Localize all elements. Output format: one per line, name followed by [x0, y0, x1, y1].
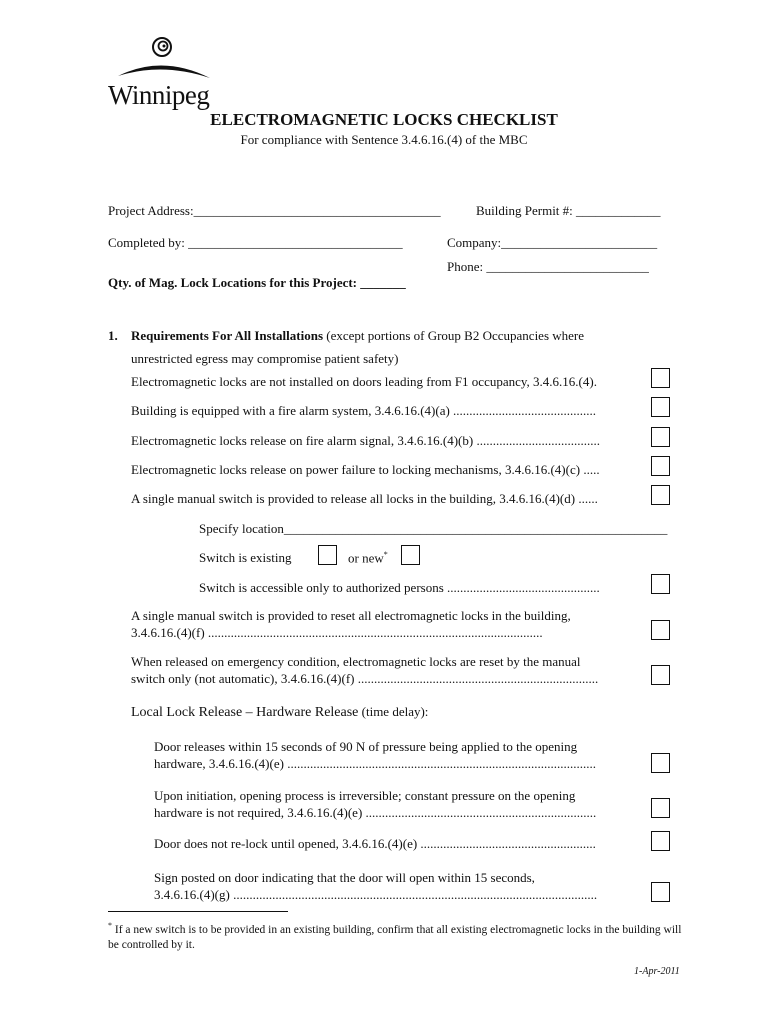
checkbox-switch-accessible[interactable]: [651, 574, 670, 594]
local-item-irreversible-line1: Upon initiation, opening process is irreversible; constant pressure on the opening: [154, 788, 576, 803]
completed-by-field[interactable]: Completed by: _________________________________: [108, 235, 403, 250]
checkbox-switch-new[interactable]: [401, 545, 420, 565]
footnote-text: If a new switch is to be provided in an existing building, confirm that all existing electromagnetic locks in the building will be controlled by it.: [108, 923, 682, 951]
logo-text: Winnipeg: [108, 80, 210, 110]
section-number: 1.: [108, 328, 118, 343]
section-heading-title: Requirements For All Installations: [131, 328, 324, 343]
section-heading-note-2: unrestricted egress may compromise patient safety): [131, 351, 399, 366]
revision-date: 1-Apr-2011: [634, 966, 680, 977]
section-heading-note: (except portions of Group B2 Occupancies where: [323, 328, 585, 343]
checklist-item: A single manual switch is provided to release all locks in the building, 3.4.6.16.(4)(d) ......: [131, 491, 598, 506]
checkbox-switch-existing[interactable]: [318, 545, 337, 565]
local-lock-release-heading: [131, 704, 428, 721]
checkbox-door-releases-15s[interactable]: [651, 753, 670, 773]
reset-switch-item-line2: 3.4.6.16.(4)(f) .......................................................................................................: [131, 625, 543, 640]
manual-reset-item-line2: switch only (not automatic), 3.4.6.16.(4)(f) ..........................................................................: [131, 671, 599, 686]
document-title: ELECTROMAGNETIC LOCKS CHECKLIST: [210, 110, 558, 129]
document-subtitle: For compliance with Sentence 3.4.6.16.(4) of the MBC: [240, 132, 528, 147]
switch-existing-label: Switch is existing: [199, 550, 292, 565]
checkbox-single-manual-switch[interactable]: [651, 485, 670, 505]
phone-field[interactable]: Phone: _________________________: [447, 259, 649, 274]
switch-accessible-item: Switch is accessible only to authorized persons ...............................................: [199, 580, 600, 595]
winnipeg-logo: [104, 34, 214, 114]
checkbox-reset-switch[interactable]: [651, 620, 670, 640]
project-address-field[interactable]: Project Address:______________________________________: [108, 203, 441, 218]
or-new-footnote-mark: *: [383, 550, 388, 559]
checkbox-manual-reset[interactable]: [651, 665, 670, 685]
local-item-irreversible-line2: hardware is not required, 3.4.6.16.(4)(e) .......................................................................: [154, 805, 597, 820]
or-new-label: [348, 550, 388, 566]
qty-mag-lock-field[interactable]: Qty. of Mag. Lock Locations for this Project: _______: [108, 275, 406, 290]
checklist-item: Building is equipped with a fire alarm system, 3.4.6.16.(4)(a) ............................................: [131, 403, 597, 418]
specify-location-field[interactable]: Specify location___________________________________________________________: [199, 521, 668, 536]
checklist-item: Electromagnetic locks are not installed on doors leading from F1 occupancy, 3.4.6.16.(4).: [131, 374, 597, 389]
or-new-text: or new: [348, 550, 384, 566]
local-item-90n-line1: Door releases within 15 seconds of 90 N of pressure being applied to the opening: [154, 739, 578, 754]
local-lock-release-note: (time delay):: [358, 704, 429, 719]
checkbox-fire-alarm-system[interactable]: [651, 397, 670, 417]
checkbox-no-relock[interactable]: [651, 831, 670, 851]
local-item-sign-line2: 3.4.6.16.(4)(g) ................................................................................................................: [154, 887, 598, 902]
reset-switch-item-line1: A single manual switch is provided to reset all electromagnetic locks in the building,: [131, 608, 571, 623]
checkbox-f1-occupancy[interactable]: [651, 368, 670, 388]
checkbox-irreversible-process[interactable]: [651, 798, 670, 818]
local-item-relock: Door does not re-lock until opened, 3.4.6.16.(4)(e) ......................................................: [154, 836, 596, 851]
checklist-item: Electromagnetic locks release on power failure to locking mechanisms, 3.4.6.16.(4)(c) .....: [131, 462, 600, 477]
footnote-mark: *: [108, 921, 112, 930]
manual-reset-item-line1: When released on emergency condition, electromagnetic locks are reset by the manual: [131, 654, 581, 669]
building-permit-field[interactable]: Building Permit #: _____________: [476, 203, 661, 218]
checkbox-sign-posted[interactable]: [651, 882, 670, 902]
checkbox-power-failure-release[interactable]: [651, 456, 670, 476]
checkbox-fire-alarm-release[interactable]: [651, 427, 670, 447]
footnote-divider: [108, 911, 288, 912]
local-lock-release-title: Local Lock Release – Hardware Release: [131, 705, 359, 720]
local-item-90n-line2: hardware, 3.4.6.16.(4)(e) ...............................................................................................: [154, 756, 596, 771]
company-field[interactable]: Company:________________________: [447, 235, 658, 250]
section-heading: [131, 328, 584, 344]
checklist-item: Electromagnetic locks release on fire alarm signal, 3.4.6.16.(4)(b) ......................................: [131, 433, 600, 448]
footnote: [108, 918, 683, 953]
local-item-sign-line1: Sign posted on door indicating that the door will open within 15 seconds,: [154, 870, 535, 885]
